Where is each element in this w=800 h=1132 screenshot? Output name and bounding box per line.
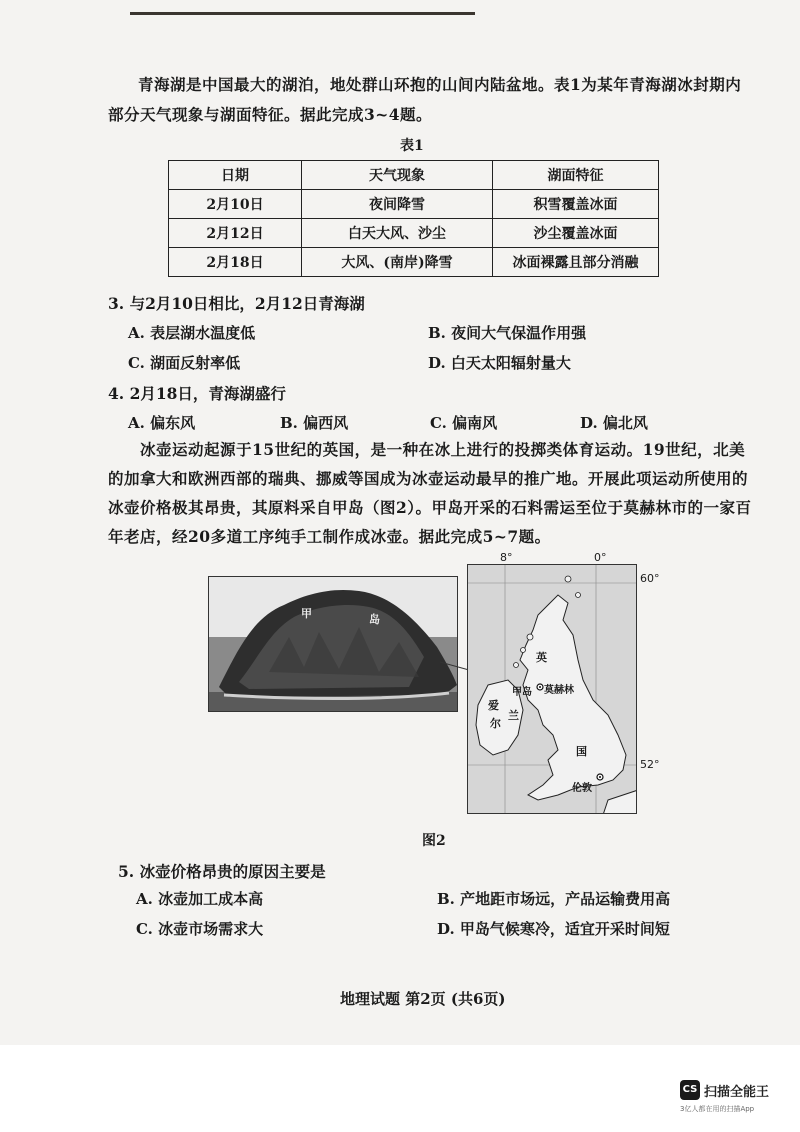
map-label-ai: 爱 (488, 699, 499, 712)
intro2-line1: 冰壶运动起源于15世纪的英国，是一种在冰上进行的投掷类体育运动。19世纪，北美 (140, 440, 746, 459)
map-label-ying: 英 (536, 651, 547, 664)
lon-tick-0: 0° (594, 551, 607, 564)
table-cell: 白天大风、沙尘 (302, 219, 493, 248)
question-5-option-b: B. 产地距市场远，产品运输费用高 (437, 890, 671, 908)
question-3-option-b: B. 夜间大气保温作用强 (428, 324, 587, 342)
table-cell: 2月10日 (169, 190, 302, 219)
table-cell: 夜间降雪 (302, 190, 493, 219)
intro2-line4: 年老店，经20多道工序纯手工制作成冰壶。据此完成5~7题。 (108, 527, 551, 546)
table-row (169, 219, 659, 248)
map-label-guo: 国 (576, 745, 587, 758)
table-header: 日期 (169, 161, 302, 190)
island-photo-image (209, 577, 458, 712)
scanner-tagline: 3亿人都在用的扫描App (680, 1105, 755, 1113)
photo-label-right: 岛 (369, 613, 380, 626)
intro2-line2: 的加拿大和欧洲西部的瑞典、挪威等国成为冰壶运动最早的推广地。开展此项运动所使用的 (108, 469, 749, 488)
table-cell: 大风、(南岸)降雪 (302, 248, 493, 277)
table-cell: 积雪覆盖冰面 (493, 190, 659, 219)
question-3-stem: 3. 与2月10日相比，2月12日青海湖 (108, 294, 365, 313)
question-3-option-a: A. 表层湖水温度低 (128, 324, 256, 342)
question-3-option-d: D. 白天太阳辐射量大 (428, 354, 571, 372)
table-row (169, 248, 659, 277)
uk-map (467, 564, 637, 814)
header-rule (130, 12, 475, 15)
question-4-option-b: B. 偏西风 (280, 414, 349, 432)
map-label-lan: 兰 (508, 709, 519, 722)
question-5-option-c: C. 冰壶市场需求大 (136, 920, 264, 938)
island-photo (208, 576, 458, 712)
table-cell: 冰面裸露且部分消融 (493, 248, 659, 277)
question-4-option-d: D. 偏北风 (580, 414, 648, 432)
table-cell: 2月12日 (169, 219, 302, 248)
lat-tick-52: 52° (640, 758, 660, 771)
table-header: 天气现象 (302, 161, 493, 190)
scanner-app-name: 扫描全能王 (704, 1085, 770, 1100)
map-label-mohelin: 莫赫林 (544, 685, 574, 696)
table1-caption: 表1 (400, 138, 424, 154)
figure2-caption: 图2 (422, 833, 446, 849)
question-4-option-a: A. 偏东风 (128, 414, 196, 432)
table-header-row (169, 161, 659, 190)
scanner-logo-icon: CS (680, 1080, 700, 1100)
question-5-stem: 5. 冰壶价格昂贵的原因主要是 (118, 862, 326, 881)
question-3-option-c: C. 湖面反射率低 (128, 354, 241, 372)
lon-tick-8: 8° (500, 551, 513, 564)
map-label-lundun: 伦敦 (572, 783, 592, 794)
map-label-jiadao: 甲岛 (512, 687, 532, 698)
intro1-line1: 青海湖是中国最大的湖泊，地处群山环抱的山间内陆盆地。表1为某年青海湖冰封期内 (138, 75, 742, 94)
table1 (168, 160, 659, 277)
intro2-line3: 冰壶价格极其昂贵，其原料采自甲岛（图2）。甲岛开采的石料需运至位于莫赫林市的一家百 (108, 498, 752, 517)
question-5-option-d: D. 甲岛气候寒冷，适宜开采时间短 (437, 920, 670, 938)
intro1-line2: 部分天气现象与湖面特征。据此完成3~4题。 (108, 105, 433, 124)
question-4-stem: 4. 2月18日，青海湖盛行 (108, 384, 286, 403)
lat-tick-60: 60° (640, 572, 660, 585)
table-cell: 沙尘覆盖冰面 (493, 219, 659, 248)
question-4-option-c: C. 偏南风 (430, 414, 498, 432)
page-footer: 地理试题 第2页 (共6页) (340, 990, 506, 1008)
photo-label-left: 甲 (301, 607, 312, 620)
table-row (169, 190, 659, 219)
table-cell: 2月18日 (169, 248, 302, 277)
map-label-er: 尔 (490, 717, 501, 730)
question-5-option-a: A. 冰壶加工成本高 (136, 890, 264, 908)
table-header: 湖面特征 (493, 161, 659, 190)
